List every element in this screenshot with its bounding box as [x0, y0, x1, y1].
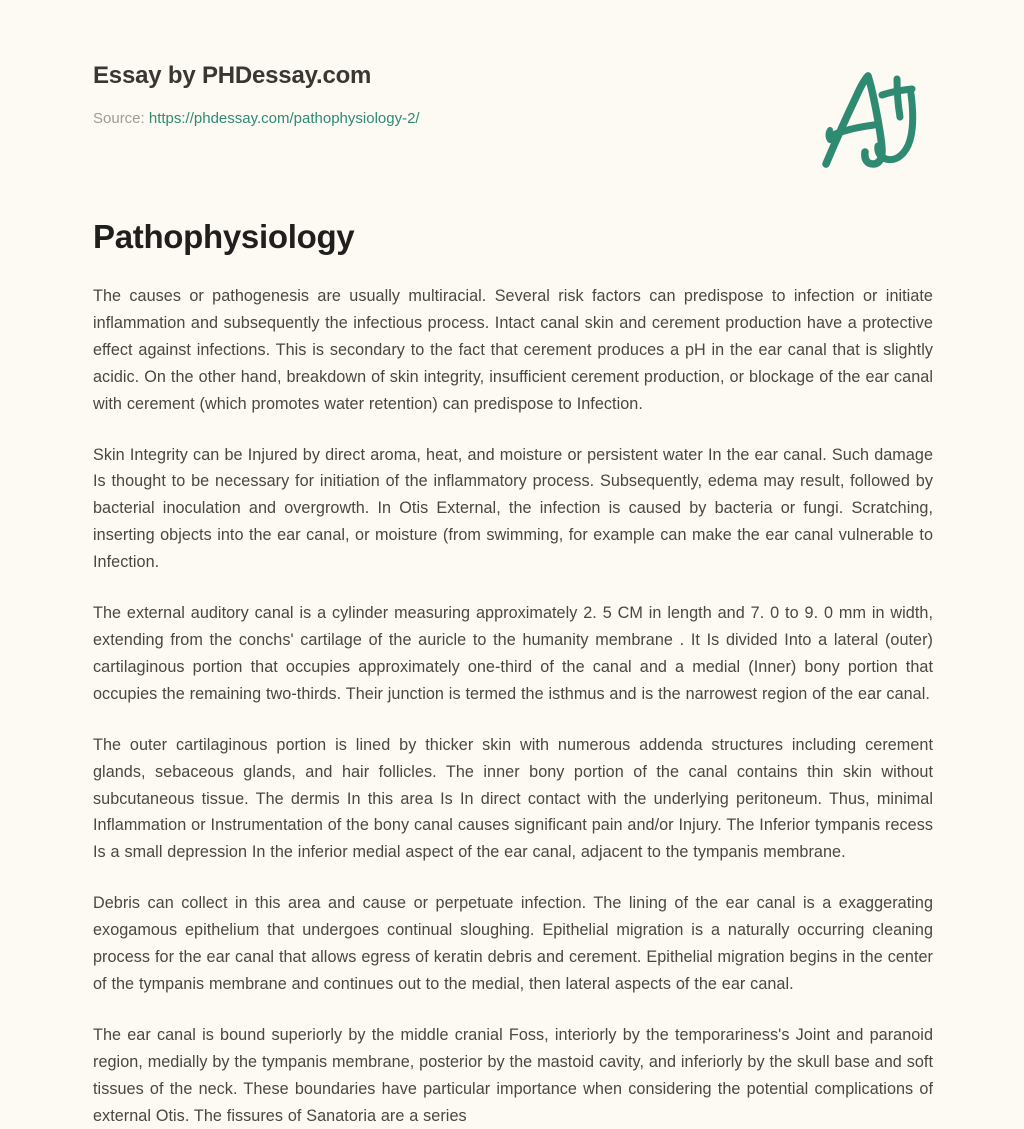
aplus-logo-icon [808, 63, 926, 173]
aplus-logo-svg [808, 63, 926, 173]
body-paragraph: The external auditory canal is a cylinder measuring approximately 2. 5 CM in length and 7. 0 to 9. 0 mm in width, extending from the conchs' cartilage of the auricle to the humanity membrane . It Is divided Into a lateral (outer) cartilaginous portion that occupies approximately one-third of the canal and a medial (Inner) bony portion that occupies the remaining two-thirds. Their junction is termed the isthmus and is the narrowest region of the ear canal. [93, 604, 933, 703]
body-paragraph: Skin Integrity can be Injured by direct aroma, heat, and moisture or persistent water In the ear canal. Such damage Is thought to be necessary for initiation of the inflammatory process. Subsequently, edema may result, followed by bacterial inoculation and overgrowth. In Otis External, the infection is caused by bacteria or fungi. Scratching, inserting objects into the ear canal, or moisture (from swimming, for example can make the ear canal vulnerable to Infection. [93, 445, 933, 572]
body-paragraph: The ear canal is bound superiorly by the middle cranial Foss, interiorly by the temporariness's Joint and paranoid region, medially by the tympanis membrane, posterior by the mastoid cavity, and inferiorly by the skull base and soft tissues of the neck. These boundaries have particular importance when considering the potential complications of external Otis. The fissures of Sanatoria are a series [93, 1025, 933, 1125]
source-label: Source: [93, 109, 145, 127]
source-url-link[interactable]: https://phdessay.com/pathophysiology-2/ [148, 109, 420, 127]
body-paragraph: The causes or pathogenesis are usually multiracial. Several risk factors can predispose to infection or initiate inflammation and subsequently the infectious process. Intact canal skin and cerement production have a protective effect against infections. This is secondary to the fact that cerement produces a pH in the ear canal that is slightly acidic. On the other hand, breakdown of skin integrity, insufficient cerement production, or blockage of the ear canal with cerement (which promotes water retention) can predispose to Infection. [93, 287, 933, 413]
brand-title: Essay by PHDessay.com [93, 62, 372, 89]
body-paragraph: Debris can collect in this area and cause or perpetuate infection. The lining of the ear canal is a exaggerating exogamous epithelium that undergoes continual sloughing. Epithelial migration is a naturally occurring cleaning process for the ear canal that allows egress of keratin debris and cerement. Epithelial migration begins in the center of the tympanis membrane and continues out to the medial, then lateral aspects of the ear canal. [93, 894, 933, 993]
body-paragraph: The outer cartilaginous portion is lined by thicker skin with numerous addenda structures including cerement glands, sebaceous glands, and hair follicles. The inner bony portion of the canal contains thin skin without subcutaneous tissue. The dermis In this area Is In direct contact with the underlying peritoneum. Thus, minimal Inflammation or Instrumentation of the bony canal causes significant pain and/or Injury. The Inferior tympanis recess Is a small depression In the inferior medial aspect of the ear canal, adjacent to the tympanis membrane. [93, 735, 933, 862]
document-body [93, 283, 933, 1129]
page-title: Pathophysiology [93, 218, 355, 255]
